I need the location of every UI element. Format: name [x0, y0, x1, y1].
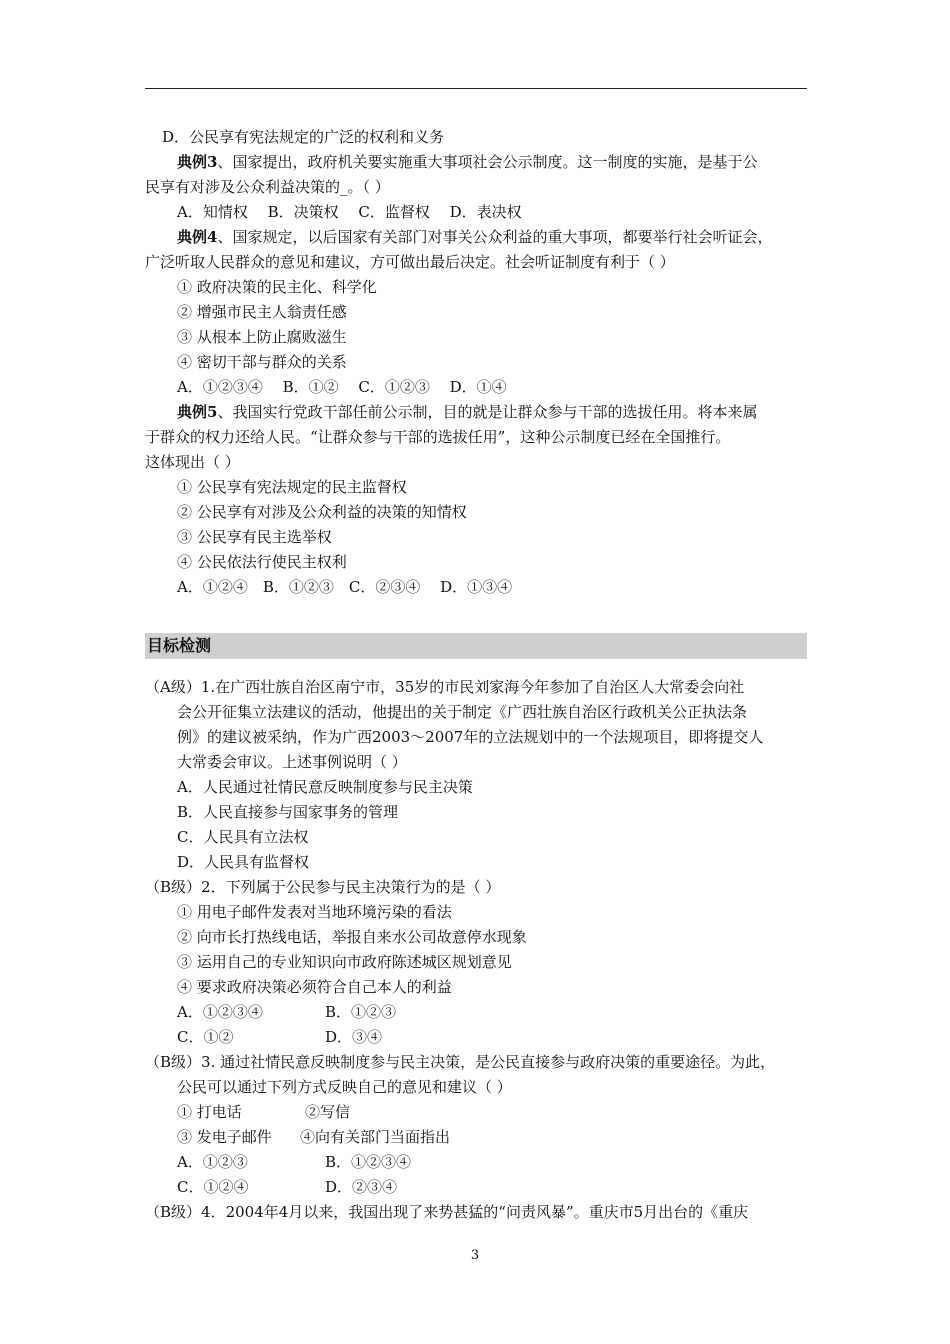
q1-line-1: （A级）1.在广西壮族自治区南宁市，35岁的市民刘家海今年参加了自治区人大常委会向社 [145, 678, 745, 696]
example-5-item-2: ② 公民享有对涉及公众利益的决策的知情权 [177, 503, 467, 521]
q2-item-3: ③ 运用自己的专业知识向市政府陈述城区规划意见 [177, 953, 512, 971]
q3-option-c: C．①②④ [177, 1178, 249, 1196]
example-5-options: A．①②④ B．①②③ C．②③④ D．①③④ [177, 578, 513, 596]
example-5-item-3: ③ 公民享有民主选举权 [177, 528, 332, 546]
example-5-item-1: ① 公民享有宪法规定的民主监督权 [177, 478, 407, 496]
q1-option-d: D．人民具有监督权 [177, 853, 310, 871]
q1-option-a: A．人民通过社情民意反映制度参与民主决策 [177, 778, 473, 796]
q2-option-d: D．③④ [325, 1028, 383, 1046]
example-4-item-2: ② 增强市民主人翁责任感 [177, 303, 347, 321]
example-3-label: 典例3 [177, 153, 218, 171]
q3-item-3: ③ 发电子邮件 [177, 1128, 272, 1146]
q3-line-1: （B级）3. 通过社情民意反映制度参与民主决策，是公民直接参与政府决策的重要途径。为此， [145, 1053, 776, 1071]
example-5-label: 典例5 [177, 403, 218, 421]
section-header-bar [145, 633, 807, 659]
q4-line-1: （B级）4．2004年4月以来，我国出现了来势甚猛的“问责风暴”。重庆市5月出台的《重庆 [145, 1203, 749, 1221]
q3-option-b: B．①②③④ [325, 1153, 412, 1171]
q3-option-d: D．②③④ [325, 1178, 398, 1196]
q3-option-a: A．①②③ [177, 1153, 248, 1171]
example-4-item-4: ④ 密切干部与群众的关系 [177, 353, 347, 371]
q3-item-1: ① 打电话 [177, 1103, 242, 1121]
example-4-label: 典例4 [177, 228, 218, 246]
example-4-text: 、国家规定，以后国家有关部门对事关公众利益的重大事项，都要举行社会听证会， [217, 228, 773, 246]
q2-option-c: C．①② [177, 1028, 234, 1046]
example-5-text: 、我国实行党政干部任前公示制，目的就是让群众参与干部的选拔任用。将本来属 [217, 403, 758, 421]
example-4-cont: 广泛听取人民群众的意见和建议，方可做出最后决定。社会听证制度有利于（ ） [145, 253, 675, 271]
q2-item-2: ② 向市长打热线电话，举报自来水公司故意停水现象 [177, 928, 527, 946]
example-4-item-1: ① 政府决策的民主化、科学化 [177, 278, 377, 296]
page-number: 3 [470, 1248, 480, 1263]
example-4-options: A．①②③④ B．①② C．①②③ D．①④ [177, 378, 507, 396]
q3-item-4: ④向有关部门当面指出 [300, 1128, 451, 1146]
example-4-item-3: ③ 从根本上防止腐败滋生 [177, 328, 347, 346]
q1-line-3: 例》的建议被采纳，作为广西2003～2007年的立法规划中的一个法规项目，即将提交人 [177, 728, 764, 746]
q1-option-b: B．人民直接参与国家事务的管理 [177, 803, 399, 821]
q2-line-1: （B级）2．下列属于公民参与民主决策行为的是（ ） [145, 878, 501, 896]
example-3-line [177, 152, 807, 172]
q2-item-4: ④ 要求政府决策必须符合自己本人的利益 [177, 978, 452, 996]
example-3-text: 、国家提出，政府机关要实施重大事项社会公示制度。这一制度的实施，是基于公 [217, 153, 758, 171]
example-5-cont-1: 于群众的权力还给人民。“让群众参与干部的选拔任用”，这种公示制度已经在全国推行。 [145, 428, 731, 446]
section-title: 目标检测 [147, 636, 212, 655]
example-3-options: A．知情权 B．决策权 C．监督权 D．表决权 [177, 203, 522, 221]
q3-item-2: ②写信 [305, 1103, 351, 1121]
q1-option-c: C．人民具有立法权 [177, 828, 309, 846]
example-4-line [177, 227, 772, 247]
example-5-cont-2: 这体现出（ ） [145, 453, 240, 471]
header-rule [145, 88, 807, 89]
option-d-line: D．公民享有宪法规定的广泛的权利和义务 [162, 128, 445, 146]
q2-option-a: A．①②③④ [177, 1003, 263, 1021]
q2-item-1: ① 用电子邮件发表对当地环境污染的看法 [177, 903, 452, 921]
q1-line-2: 会公开征集立法建议的活动，他提出的关于制定《广西壮族自治区行政机关公正执法条 [177, 703, 748, 721]
example-5-item-4: ④ 公民依法行使民主权利 [177, 553, 347, 571]
q2-option-b: B．①②③ [325, 1003, 397, 1021]
q3-line-2: 公民可以通过下列方式反映自己的意见和建议（ ） [177, 1078, 512, 1096]
q1-line-4: 大常委会审议。上述事例说明（ ） [177, 753, 407, 771]
example-3-cont: 民享有对涉及公众利益决策的_。（ ） [145, 178, 390, 196]
example-5-line [177, 402, 757, 422]
